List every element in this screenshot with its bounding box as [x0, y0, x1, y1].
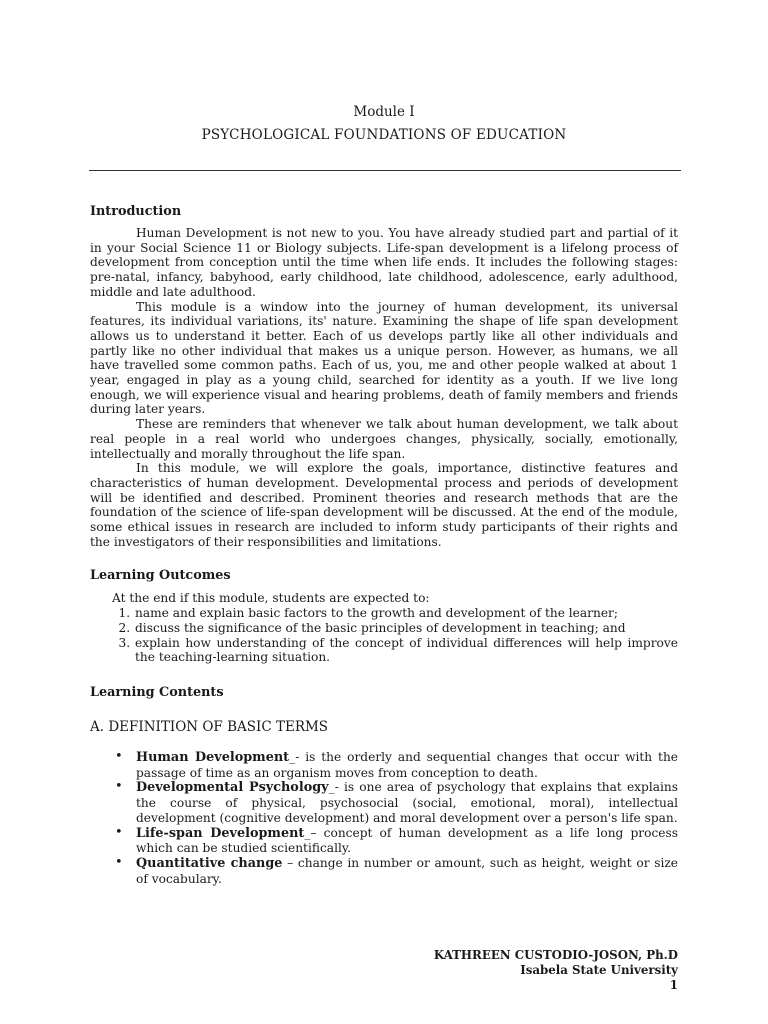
intro-paragraph-2: This module is a window into the journey of human development, its universal features, its individual variations, its' nature. Examining the shape of life span development allows us to understand it better. Each of us develops partly like all other individuals and partly like no other individual that makes us a unique person. However, as humans, we all have travelled some common paths. Each of us, you, me and other people walked at about 1 year, engaged in play as a young child, searched for identity as a youth. If we live long enough, we will experience visual and hearing problems, death of family members and friends during later years.	[90, 299, 678, 417]
module-label: Module I	[353, 104, 415, 120]
page-footer	[434, 948, 678, 993]
term-label: Developmental Psychology	[136, 780, 329, 796]
list-item: 3. explain how understanding of the concept of individual differences will help improve the teaching-learning situation.	[134, 636, 678, 665]
term-label: Human Development	[136, 749, 290, 765]
list-item	[115, 854, 679, 886]
list-item: 1. name and explain basic factors to the growth and development of the learner;	[134, 606, 678, 621]
term-definition: _- is the orderly and sequential changes that occur with the passage of time as an organism moves from conception to death.	[136, 749, 679, 780]
list-item	[115, 748, 679, 780]
term-label: Quantitative change	[136, 855, 283, 871]
intro-paragraph-3: These are reminders that whenever we talk about human development, we talk about real people in a real world who undergoes changes, physically, socially, emotionally, intellectually and morally throughout the life span.	[90, 417, 678, 461]
bullet-icon: •	[115, 748, 123, 764]
outcomes-intro: At the end if this module, students are expected to:	[112, 591, 430, 606]
learning-contents-heading: Learning Contents	[90, 684, 224, 700]
term-definition: _- is one area of psychology that explains that explains the course of physical, psychosocial (social, emotional, moral), intellectual development (cognitive development) and moral development over a person's life span.	[136, 780, 678, 825]
bullet-icon: •	[115, 854, 123, 870]
section-a-heading: A. DEFINITION OF BASIC TERMS	[90, 718, 329, 735]
list-item	[115, 824, 678, 856]
list-item: 2. discuss the significance of the basic principles of development in teaching; and	[134, 621, 678, 636]
bullet-icon: •	[115, 824, 123, 840]
header-divider	[89, 170, 681, 171]
module-title: PSYCHOLOGICAL FOUNDATIONS OF EDUCATION	[201, 127, 567, 143]
outcomes-list	[90, 606, 678, 665]
institution-name: Isabela State University	[520, 963, 678, 977]
bullet-icon: •	[115, 779, 123, 795]
term-definition: _– concept of human development as a life long process which can be studied scientifically.	[136, 825, 678, 856]
introduction-heading: Introduction	[90, 204, 182, 219]
author-name: KATHREEN CUSTODIO-JOSON, Ph.D	[433, 948, 678, 962]
page-number: 1	[669, 978, 678, 992]
main-content	[90, 204, 678, 886]
term-label: Life-span Development	[136, 825, 305, 841]
intro-paragraph-1: Human Development is not new to you. You have already studied part and partial of it in your Social Science 11 or Biology subjects. Life-span development is a lifelong process of development from conception until the time when life ends. It includes the following stages: pre-natal, infancy, babyhood, early childhood, late childhood, adolescence, early adulthood, middle and late adulthood.	[90, 226, 678, 299]
term-definition: – change in number or amount, such as height, weight or size of vocabulary.	[136, 855, 679, 886]
learning-outcomes-heading: Learning Outcomes	[90, 568, 231, 584]
intro-paragraph-4: In this module, we will explore the goals, importance, distinctive features and characteristics of human development. Developmental process and periods of development will be identified and described. Prominent theories and research methods that are the foundation of the science of life-span development will be discussed. At the end of the module, some ethical issues in research are included to inform study participants of their rights and the investigators of their responsibilities and limitations.	[90, 461, 678, 549]
terms-list	[90, 750, 678, 886]
list-item	[115, 779, 678, 825]
